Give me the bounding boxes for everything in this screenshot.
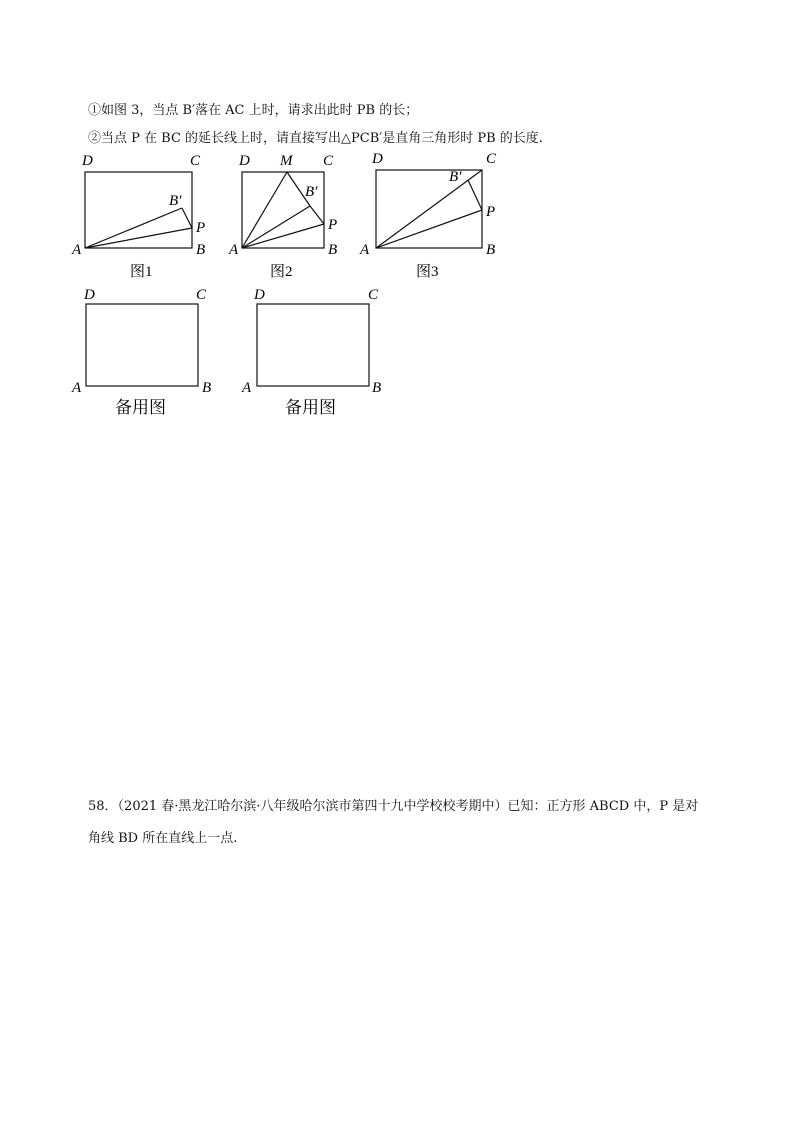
label-m: M — [280, 153, 293, 169]
figure-caption: 图1 — [130, 264, 153, 280]
label-p: P — [486, 204, 496, 220]
label-c: C — [190, 153, 201, 169]
label-c: C — [196, 287, 207, 303]
label-a: A — [72, 242, 82, 258]
figure-caption: 图2 — [270, 264, 293, 280]
label-b: B — [328, 242, 338, 258]
figure-caption: 图3 — [416, 264, 439, 280]
label-b: B — [196, 242, 206, 258]
label-a: A — [360, 242, 370, 258]
segment-b-prime-p — [182, 208, 192, 228]
question-58-line-1: 58．（2021 春·黑龙江哈尔滨·八年级哈尔滨市第四十九中学校校考期中）已知：正方形 ABCD 中，P 是对 — [88, 799, 699, 814]
segment-ap — [376, 210, 482, 248]
segment-ap — [85, 228, 192, 248]
figure-3 — [358, 150, 518, 280]
label-a: A — [229, 242, 239, 258]
figure-1 — [68, 150, 218, 280]
label-b-prime: B′ — [169, 193, 182, 209]
problem-item-2: ②当点 P 在 BC 的延长线上时，请直接写出△PCB′是直角三角形时 PB 的长度. — [88, 131, 543, 146]
diagonal-ac — [376, 170, 482, 248]
label-d: D — [239, 153, 250, 169]
label-d: D — [84, 287, 95, 303]
label-c: C — [323, 153, 334, 169]
spare-figure-2 — [240, 282, 400, 422]
label-p: P — [196, 220, 206, 236]
figure-caption: 备用图 — [115, 398, 166, 417]
label-d: D — [254, 287, 265, 303]
label-d: D — [372, 151, 383, 167]
label-b-prime: B′ — [305, 184, 318, 200]
label-b: B — [202, 380, 212, 396]
label-b: B — [372, 380, 382, 396]
label-p: P — [328, 217, 338, 233]
label-a: A — [242, 380, 252, 396]
label-d: D — [82, 153, 93, 169]
label-c: C — [486, 151, 497, 167]
segment-ab-prime — [242, 206, 310, 248]
label-b: B — [486, 242, 496, 258]
rectangle-abcd — [257, 304, 369, 386]
segment-ab-prime — [85, 208, 182, 248]
label-a: A — [72, 380, 82, 396]
label-c: C — [368, 287, 379, 303]
segment-b-prime-p — [468, 180, 482, 210]
question-58-line-2: 角线 BD 所在直线上一点. — [88, 831, 238, 846]
label-b-prime: B′ — [449, 169, 462, 185]
segment-b-prime-p — [310, 206, 324, 224]
figure-2 — [225, 150, 345, 280]
spare-figure-1 — [68, 282, 228, 422]
rectangle-abcd — [86, 304, 198, 386]
figure-caption: 备用图 — [285, 398, 336, 417]
problem-item-1: ①如图 3，当点 B′落在 AC 上时，请求出此时 PB 的长； — [88, 103, 419, 118]
